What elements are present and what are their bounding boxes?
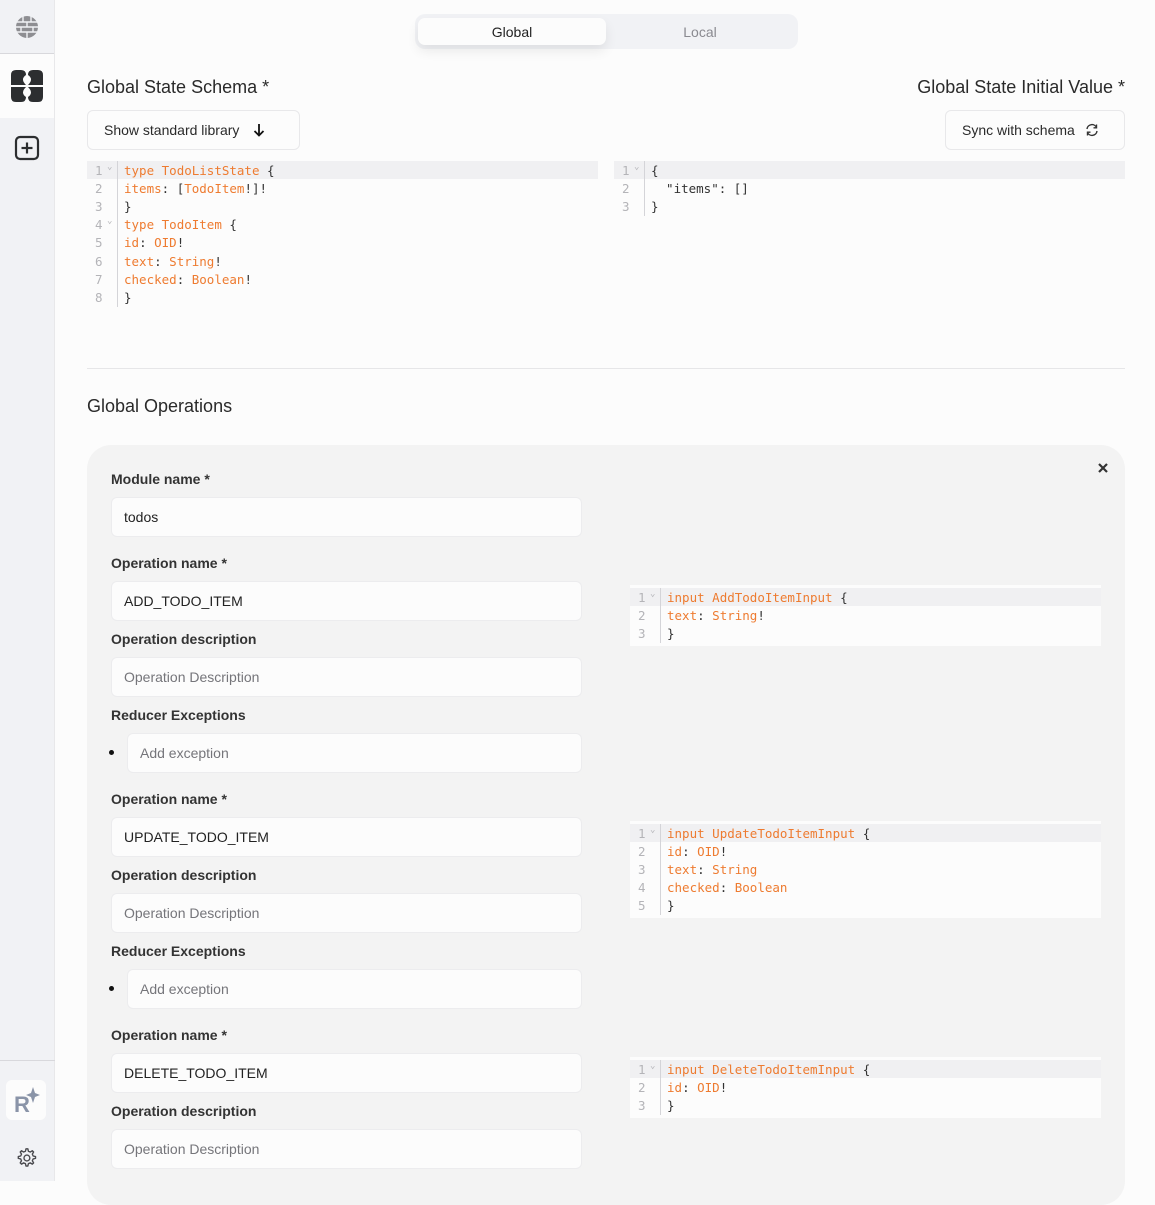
grid-icon (10, 69, 44, 103)
code-line: 1 ⌄ { (614, 161, 1125, 179)
close-module-button[interactable] (1097, 461, 1109, 479)
sync-with-schema-button[interactable] (945, 110, 1125, 150)
operation-name-input[interactable]: ADD_TODO_ITEM (111, 581, 582, 621)
code-line: 3 } (638, 1097, 675, 1113)
refresh-icon (1085, 123, 1099, 137)
code-line: 1 ⌄ input AddTodoItemInput { (630, 588, 1101, 606)
code-line: 4 ⌄ type TodoItem { (95, 216, 237, 233)
state-schema-title: Global State Schema * (87, 77, 270, 97)
reducer-exceptions-label: Reducer Exceptions (111, 943, 246, 959)
reducer-exceptions-label: Reducer Exceptions (111, 707, 246, 723)
code-line: 2 items : [ TodoItem !]! (95, 180, 268, 196)
code-line: 8 } (95, 289, 132, 305)
show-standard-library-label: Show standard library (104, 122, 240, 138)
code-line: 1 ⌄ type TodoListState { (87, 161, 598, 179)
code-line: 2 text : String ! (638, 607, 765, 623)
code-line: 5 id : OID ! (95, 235, 185, 251)
operation-name-input[interactable]: DELETE_TODO_ITEM (111, 1053, 582, 1093)
add-exception-input[interactable]: Add exception (127, 969, 582, 1009)
code-line: 2 id : OID ! (638, 1079, 728, 1095)
operations-module-card (87, 445, 1125, 1205)
module-name-label: Module name * (111, 471, 210, 487)
scope-toggle (415, 14, 798, 49)
initial-value-title: Global State Initial Value * (917, 77, 1125, 97)
sidebar-bottom (0, 1060, 55, 1181)
code-line: 1 ⌄ input DeleteTodoItemInput { (630, 1060, 1101, 1078)
initial-value-editor[interactable] (614, 161, 1125, 216)
code-line: 2 id : OID ! (638, 843, 728, 859)
show-standard-library-button[interactable] (87, 110, 300, 150)
svg-text:R: R (14, 1092, 30, 1115)
operation-description-input[interactable]: Operation Description (111, 893, 582, 933)
global-operations-title: Global Operations (87, 396, 233, 416)
tab-global[interactable]: Global (418, 18, 606, 45)
code-line: 6 text : String ! (95, 253, 222, 269)
tab-local[interactable]: Local (683, 23, 717, 40)
close-icon (1097, 462, 1109, 474)
exception-bullet (109, 986, 114, 991)
module-name-input[interactable]: todos (111, 497, 582, 537)
renown-logo-button[interactable] (6, 1080, 46, 1120)
operation-input-editor[interactable] (630, 585, 1101, 646)
renown-logo-icon (11, 1085, 41, 1115)
sync-with-schema-label: Sync with schema (962, 122, 1075, 138)
code-line: 7 checked : Boolean ! (95, 271, 252, 287)
sidebar-item-globe[interactable] (0, 0, 54, 54)
exception-bullet (109, 750, 114, 755)
operation-input-editor[interactable] (630, 821, 1101, 918)
operation-description-input[interactable]: Operation Description (111, 1129, 582, 1169)
sidebar-item-grid[interactable] (0, 54, 54, 118)
operation-input-editor[interactable] (630, 1057, 1101, 1118)
code-line: 3 } (95, 198, 132, 214)
code-line: 5 } (638, 898, 675, 914)
operation-name-input[interactable]: UPDATE_TODO_ITEM (111, 817, 582, 857)
sidebar (0, 0, 55, 1181)
operation-description-label: Operation description (111, 1103, 257, 1119)
sidebar-item-add[interactable] (0, 118, 54, 178)
add-square-icon (14, 135, 40, 161)
code-line: 3 text : String (638, 861, 758, 877)
code-line: 2 "items": [] (622, 180, 749, 196)
operation-description-input[interactable]: Operation Description (111, 657, 582, 697)
gear-icon (15, 1147, 37, 1169)
state-schema-editor[interactable] (87, 161, 598, 307)
globe-icon (15, 15, 39, 39)
code-line: 3 } (622, 198, 659, 214)
code-line: 4 checked : Boolean (638, 880, 788, 896)
operation-description-label: Operation description (111, 631, 257, 647)
code-line: 1 ⌄ input UpdateTodoItemInput { (630, 824, 1101, 842)
section-divider (87, 368, 1125, 369)
operation-description-label: Operation description (111, 867, 257, 883)
operation-name-label: Operation name * (111, 791, 227, 807)
main-content (55, 0, 1155, 1181)
arrow-down-icon (253, 123, 265, 137)
add-exception-input[interactable]: Add exception (127, 733, 582, 773)
operation-name-label: Operation name * (111, 1027, 227, 1043)
operation-name-label: Operation name * (111, 555, 227, 571)
code-line: 3 } (638, 625, 675, 641)
settings-button[interactable] (15, 1147, 37, 1174)
